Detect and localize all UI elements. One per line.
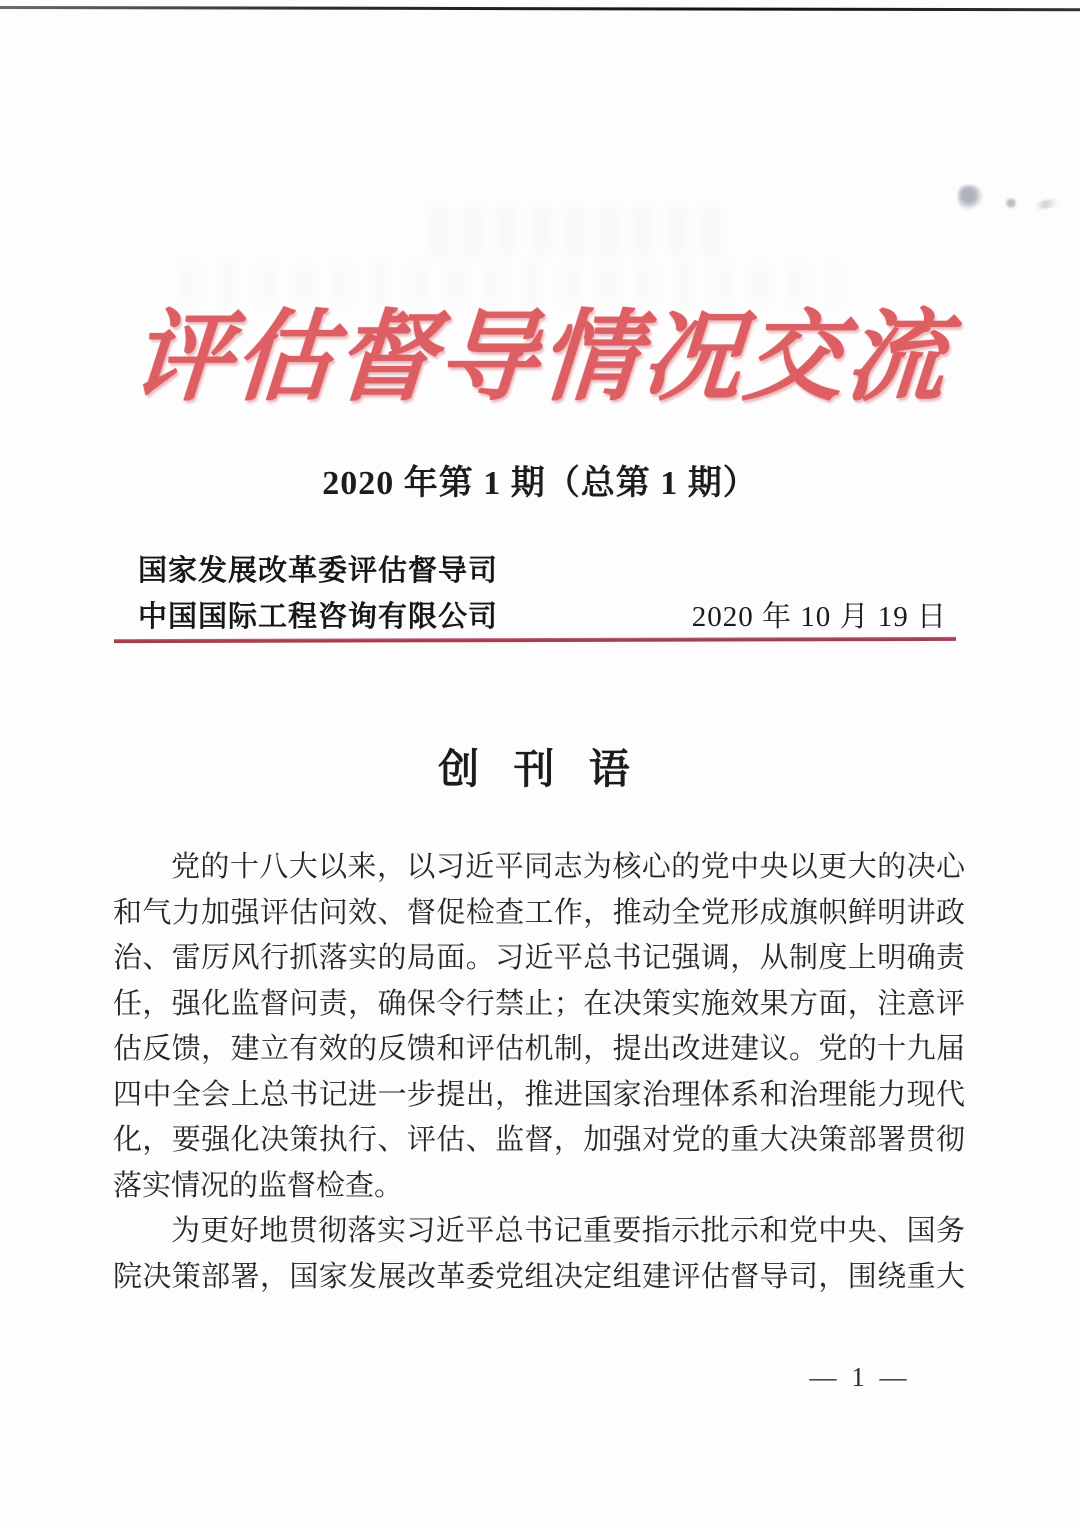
- publication-date: 2020 年 10 月 19 日: [691, 601, 947, 633]
- body-line: 落实情况的监督检查。: [113, 1169, 404, 1202]
- scan-edge-line: [0, 6, 1080, 11]
- body-line: 化，要强化决策执行、评估、监督，加强对党的重大决策部署贯彻: [113, 1124, 965, 1156]
- masthead-title: 评估督导情况交流: [128, 304, 952, 413]
- page-number: — 1 —: [809, 1362, 911, 1392]
- body-line: 治、雷厉风行抓落实的局面。习近平总书记强调，从制度上明确责: [113, 942, 965, 974]
- body-line: 党的十八大以来，以习近平同志为核心的党中央以更大的决心: [171, 851, 965, 883]
- issue-line: 2020 年第 1 期（总第 1 期）: [322, 465, 758, 502]
- scan-smudge: [958, 185, 984, 211]
- publisher-line-1: 国家发展改革委评估督导司: [138, 555, 499, 587]
- article-body: [113, 845, 965, 1300]
- body-line: 院决策部署，国家发展改革委党组决定组建评估督导司，围绕重大: [113, 1260, 965, 1293]
- scan-smudge: [1031, 197, 1062, 211]
- body-line: 和气力加强评估问效、督促检查工作，推动全党形成旗帜鲜明讲政: [113, 896, 965, 929]
- publisher-block: [138, 548, 498, 640]
- article-title: 创 刊 语: [438, 746, 642, 792]
- body-line: 任，强化监督问责，确保令行禁止；在决策实施效果方面，注意评: [113, 987, 965, 1020]
- body-line: 为更好地贯彻落实习近平总书记重要指示批示和党中央、国务: [171, 1215, 965, 1247]
- scan-smudge: [1005, 198, 1017, 208]
- red-divider-rule: [114, 637, 956, 643]
- scan-bleed-artifact: [430, 205, 730, 255]
- body-line: 估反馈，建立有效的反馈和评估机制，提出改进建议。党的十九届: [113, 1033, 965, 1065]
- publisher-line-2: 中国国际工程咨询有限公司: [138, 601, 499, 633]
- body-line: 四中全会上总书记进一步提出，推进国家治理体系和治理能力现代: [113, 1078, 965, 1111]
